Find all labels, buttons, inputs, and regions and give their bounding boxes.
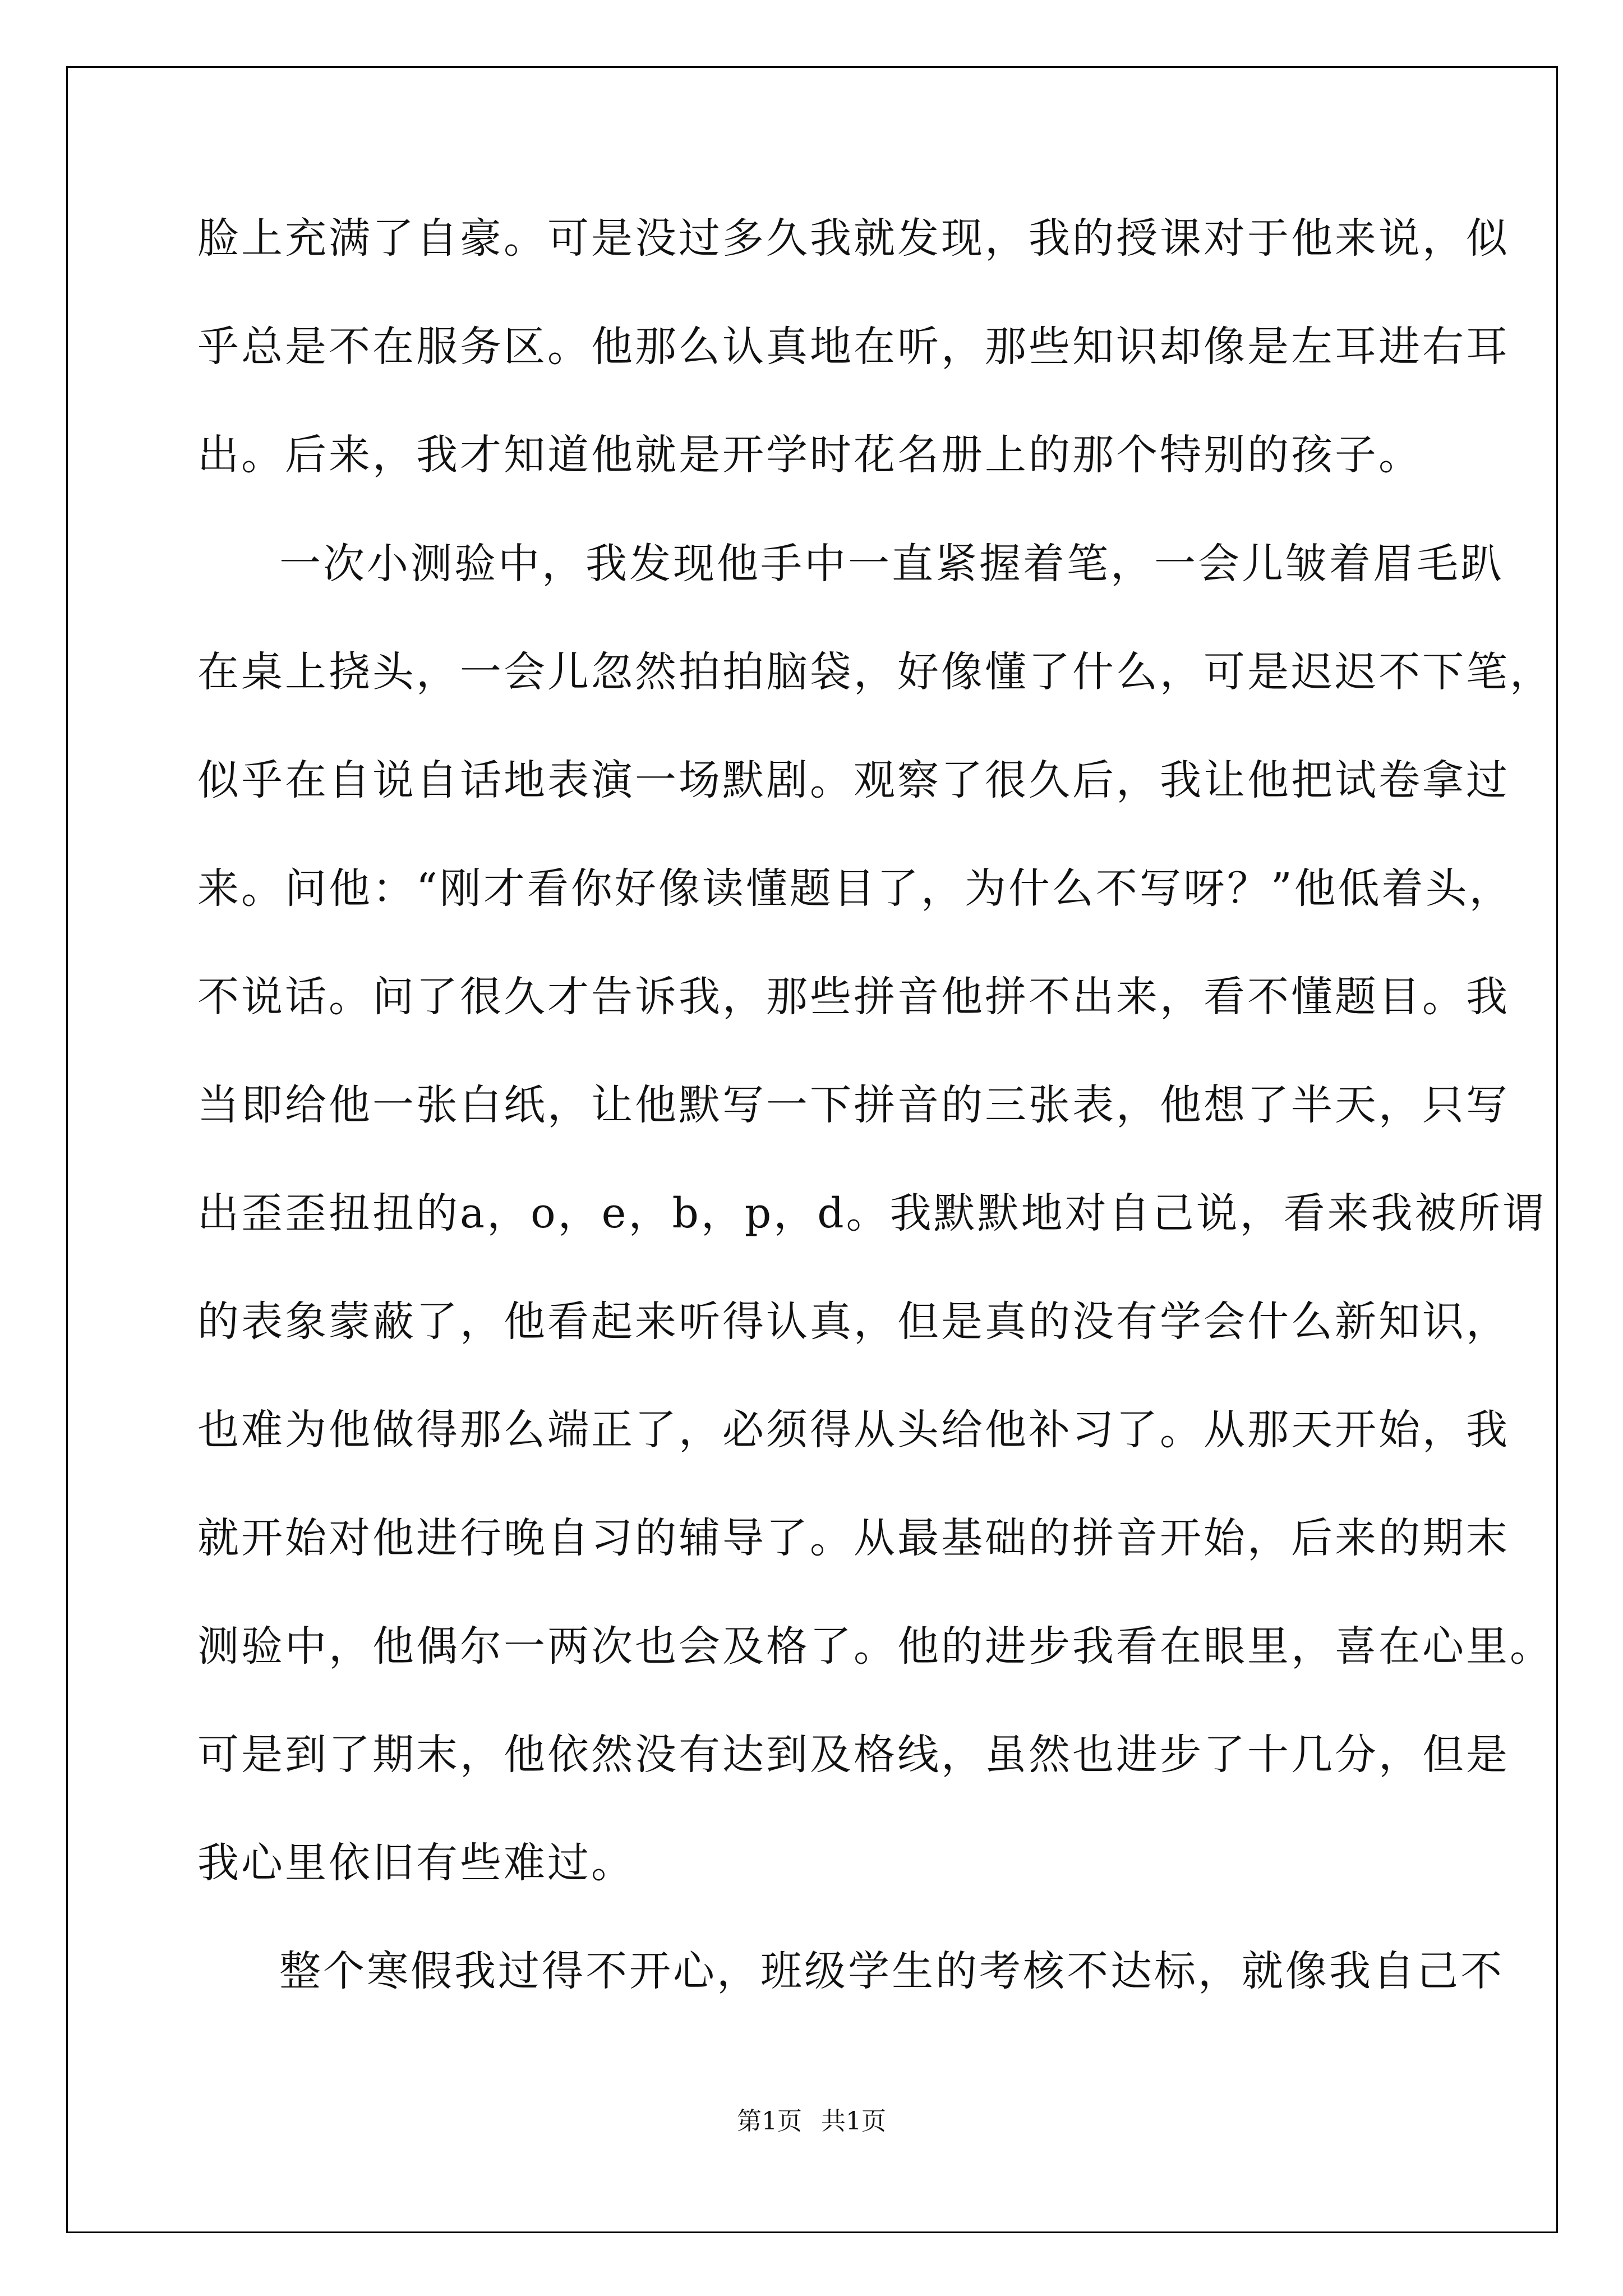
text-line: 可是到了期末，他依然没有达到及格线，虽然也进步了十几分，但是	[197, 1731, 1510, 1779]
text-line: 我心里依旧有些难过。	[197, 1839, 635, 1887]
text-line: 似乎在自说自话地表演一场默剧。观察了很久后，我让他把试卷拿过	[197, 756, 1510, 804]
page-total: 共1页	[821, 2107, 886, 2136]
text-line: 脸上充满了自豪。可是没过多久我就发现，我的授课对于他来说，似	[197, 214, 1510, 263]
text-line: 出。后来，我才知道他就是开学时花名册上的那个特别的孩子。	[197, 431, 1422, 479]
text-line: 测验中，他偶尔一两次也会及格了。他的进步我看在眼里，喜在心里。	[197, 1622, 1553, 1671]
text-line: 也难为他做得那么端正了，必须得从头给他补习了。从那天开始，我	[197, 1406, 1510, 1454]
text-line: 就开始对他进行晚自习的辅导了。从最基础的拼音开始，后来的期末	[197, 1514, 1510, 1562]
page-footer	[0, 2101, 1623, 2137]
page-number: 第1页	[737, 2107, 802, 2136]
text-line: 当即给他一张白纸，让他默写一下拼音的三张表，他想了半天，只写	[197, 1081, 1510, 1129]
text-line: 出歪歪扭扭的a，o，e，b，p，d。我默默地对自己说，看来我被所谓	[197, 1189, 1546, 1237]
text-line: 来。问他：“刚才看你好像读懂题目了，为什么不写呀？”他低着头，	[197, 864, 1513, 913]
text-line: 不说话。问了很久才告诉我，那些拼音他拼不出来，看不懂题目。我	[197, 973, 1510, 1021]
text-line: 的表象蒙蔽了，他看起来听得认真，但是真的没有学会什么新知识，	[197, 1297, 1510, 1346]
page-border	[66, 66, 1558, 2233]
text-line: 在桌上挠头，一会儿忽然拍拍脑袋，好像懂了什么，可是迟迟不下笔，	[197, 648, 1553, 696]
paragraph-start-line: 整个寒假我过得不开心，班级学生的考核不达标，就像我自己不	[279, 1947, 1504, 1995]
text-line: 乎总是不在服务区。他那么认真地在听，那些知识却像是左耳进右耳	[197, 323, 1510, 371]
paragraph-start-line: 一次小测验中，我发现他手中一直紧握着笔，一会儿皱着眉毛趴	[279, 540, 1504, 588]
